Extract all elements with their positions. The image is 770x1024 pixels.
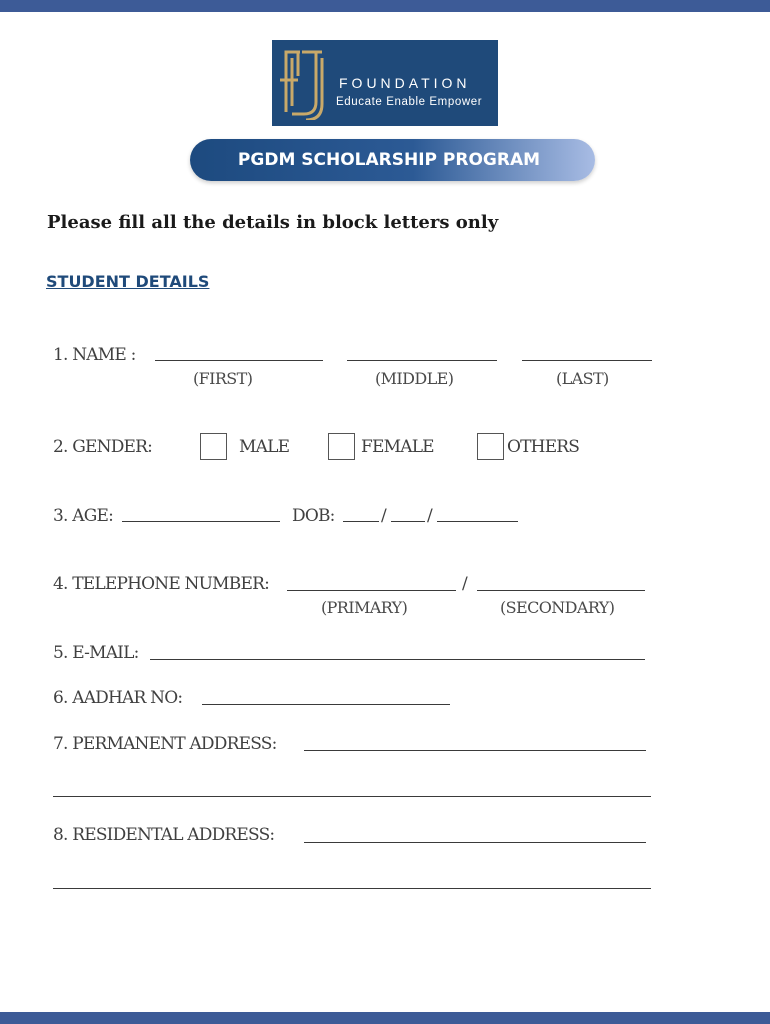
permanent-address-label: 7. PERMANENT ADDRESS: bbox=[53, 734, 277, 754]
gender-label: 2. GENDER: bbox=[53, 437, 153, 457]
permanent-address-field-line2[interactable] bbox=[53, 796, 651, 797]
bottom-border-bar bbox=[0, 1012, 770, 1024]
permanent-address-field[interactable] bbox=[304, 750, 646, 751]
others-checkbox[interactable] bbox=[477, 433, 504, 460]
dob-separator: / bbox=[381, 506, 386, 526]
dob-day-field[interactable] bbox=[343, 521, 379, 522]
logo-name: FOUNDATION bbox=[339, 75, 471, 91]
foundation-logo bbox=[272, 40, 498, 126]
female-option-label: FEMALE bbox=[361, 437, 434, 457]
instruction-text: Please fill all the details in block letters only bbox=[47, 212, 499, 233]
name-label: 1. NAME : bbox=[53, 345, 136, 365]
program-banner bbox=[190, 139, 595, 181]
dob-month-field[interactable] bbox=[391, 521, 425, 522]
dob-year-field[interactable] bbox=[437, 521, 518, 522]
secondary-phone-caption: (SECONDARY) bbox=[500, 598, 615, 617]
last-name-caption: (LAST) bbox=[556, 369, 609, 388]
primary-phone-field[interactable] bbox=[287, 590, 456, 591]
female-checkbox[interactable] bbox=[328, 433, 355, 460]
first-name-field[interactable] bbox=[155, 360, 323, 361]
age-label: 3. AGE: bbox=[53, 506, 114, 526]
residential-address-field[interactable] bbox=[304, 842, 646, 843]
residential-address-label: 8. RESIDENTAL ADDRESS: bbox=[53, 825, 275, 845]
male-option-label: MALE bbox=[239, 437, 290, 457]
middle-name-caption: (MIDDLE) bbox=[375, 369, 454, 388]
phone-separator: / bbox=[462, 574, 467, 594]
residential-address-field-line2[interactable] bbox=[53, 888, 651, 889]
telephone-label: 4. TELEPHONE NUMBER: bbox=[53, 574, 269, 594]
primary-phone-caption: (PRIMARY) bbox=[321, 598, 408, 617]
age-field[interactable] bbox=[122, 521, 280, 522]
dob-label: DOB: bbox=[292, 506, 335, 526]
section-title: STUDENT DETAILS bbox=[46, 272, 210, 291]
others-option-label: OTHERS bbox=[507, 437, 580, 457]
aadhar-field[interactable] bbox=[202, 704, 450, 705]
monogram-logo-icon bbox=[278, 46, 332, 120]
top-border-bar bbox=[0, 0, 770, 12]
dob-separator: / bbox=[427, 506, 432, 526]
email-label: 5. E-MAIL: bbox=[53, 643, 139, 663]
first-name-caption: (FIRST) bbox=[193, 369, 253, 388]
male-checkbox[interactable] bbox=[200, 433, 227, 460]
program-title: PGDM SCHOLARSHIP PROGRAM bbox=[237, 150, 541, 170]
middle-name-field[interactable] bbox=[347, 360, 497, 361]
email-field[interactable] bbox=[150, 659, 645, 660]
aadhar-label: 6. AADHAR NO: bbox=[53, 688, 183, 708]
logo-tagline: Educate Enable Empower bbox=[336, 96, 483, 108]
last-name-field[interactable] bbox=[522, 360, 652, 361]
secondary-phone-field[interactable] bbox=[477, 590, 645, 591]
